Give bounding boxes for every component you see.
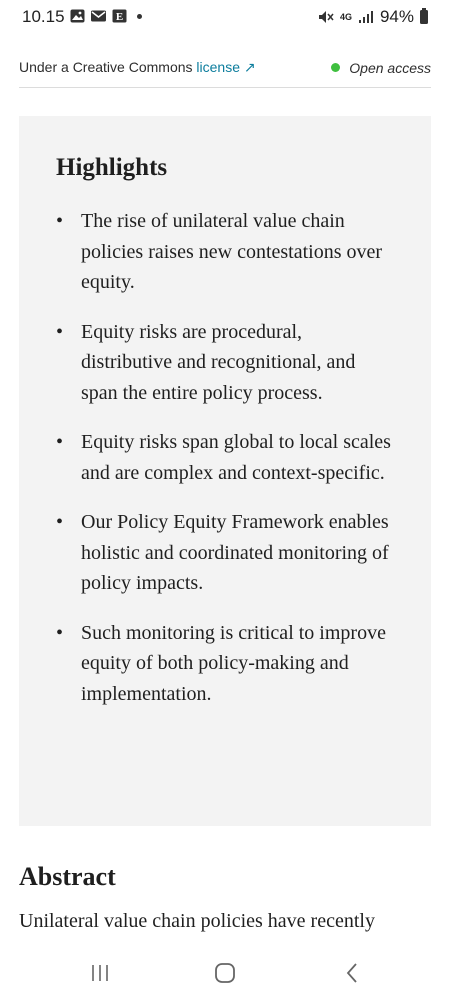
status-bar [0, 0, 450, 34]
highlights-list [56, 206, 395, 709]
signal-icon [358, 10, 374, 24]
home-icon [214, 962, 236, 984]
notification-icons [70, 9, 142, 23]
license-link[interactable] [196, 59, 255, 75]
battery-level: 94% [379, 7, 414, 26]
abstract-title: Abstract [19, 862, 116, 891]
abstract-text: Unilateral value chain policies have recently [19, 910, 375, 932]
license-text [19, 59, 256, 76]
back-icon [345, 962, 359, 984]
recent-apps-button[interactable] [80, 957, 120, 989]
license-prefix: Under a Creative Commons [19, 59, 197, 75]
highlight-item [56, 206, 395, 298]
highlight-item [56, 618, 395, 710]
highlight-item [56, 507, 395, 599]
highlights-title: Highlights [56, 154, 168, 181]
bullet-icon: • [56, 210, 64, 232]
mail-icon [91, 9, 106, 23]
highlight-text: Equity risks are procedural, distributive and recognitional, and span the entire policy process. [81, 320, 356, 404]
gallery-icon [70, 9, 85, 23]
network-type: 4G [339, 11, 352, 22]
open-access-badge [331, 60, 431, 76]
highlights-section [19, 116, 431, 826]
license-row [19, 48, 431, 88]
open-access-dot-icon [331, 63, 340, 72]
bullet-icon: • [56, 621, 64, 644]
home-button[interactable] [205, 957, 245, 989]
system-status [318, 7, 428, 27]
license-link-label: license [196, 59, 240, 75]
battery-icon [420, 10, 428, 24]
highlight-item [56, 317, 395, 409]
bullet-icon: • [56, 320, 64, 343]
status-time: 10.15 [22, 7, 65, 26]
highlight-text: Equity risks span global to local scales and are complex and context-specific. [81, 431, 391, 484]
open-access-label: Open access [349, 59, 431, 76]
more-notifications-dot [137, 14, 142, 19]
highlight-text: The rise of unilateral value chain policies raises new contestations over equity. [81, 210, 383, 293]
highlight-text: Such monitoring is critical to improve equity of both policy-making and implementation. [81, 621, 386, 705]
svg-text:E: E [115, 11, 124, 23]
external-link-icon: ↗ [243, 59, 256, 75]
recent-apps-icon [90, 964, 110, 982]
highlight-item [56, 427, 395, 488]
back-button[interactable] [332, 957, 372, 989]
highlight-text: Our Policy Equity Framework enables holistic and coordinated monitoring of policy impacts. [81, 511, 389, 594]
bullet-icon: • [56, 431, 64, 453]
navigation-bar [0, 945, 450, 1000]
app-e-icon [112, 9, 127, 23]
mute-icon [318, 10, 334, 24]
bullet-icon: • [56, 511, 64, 533]
